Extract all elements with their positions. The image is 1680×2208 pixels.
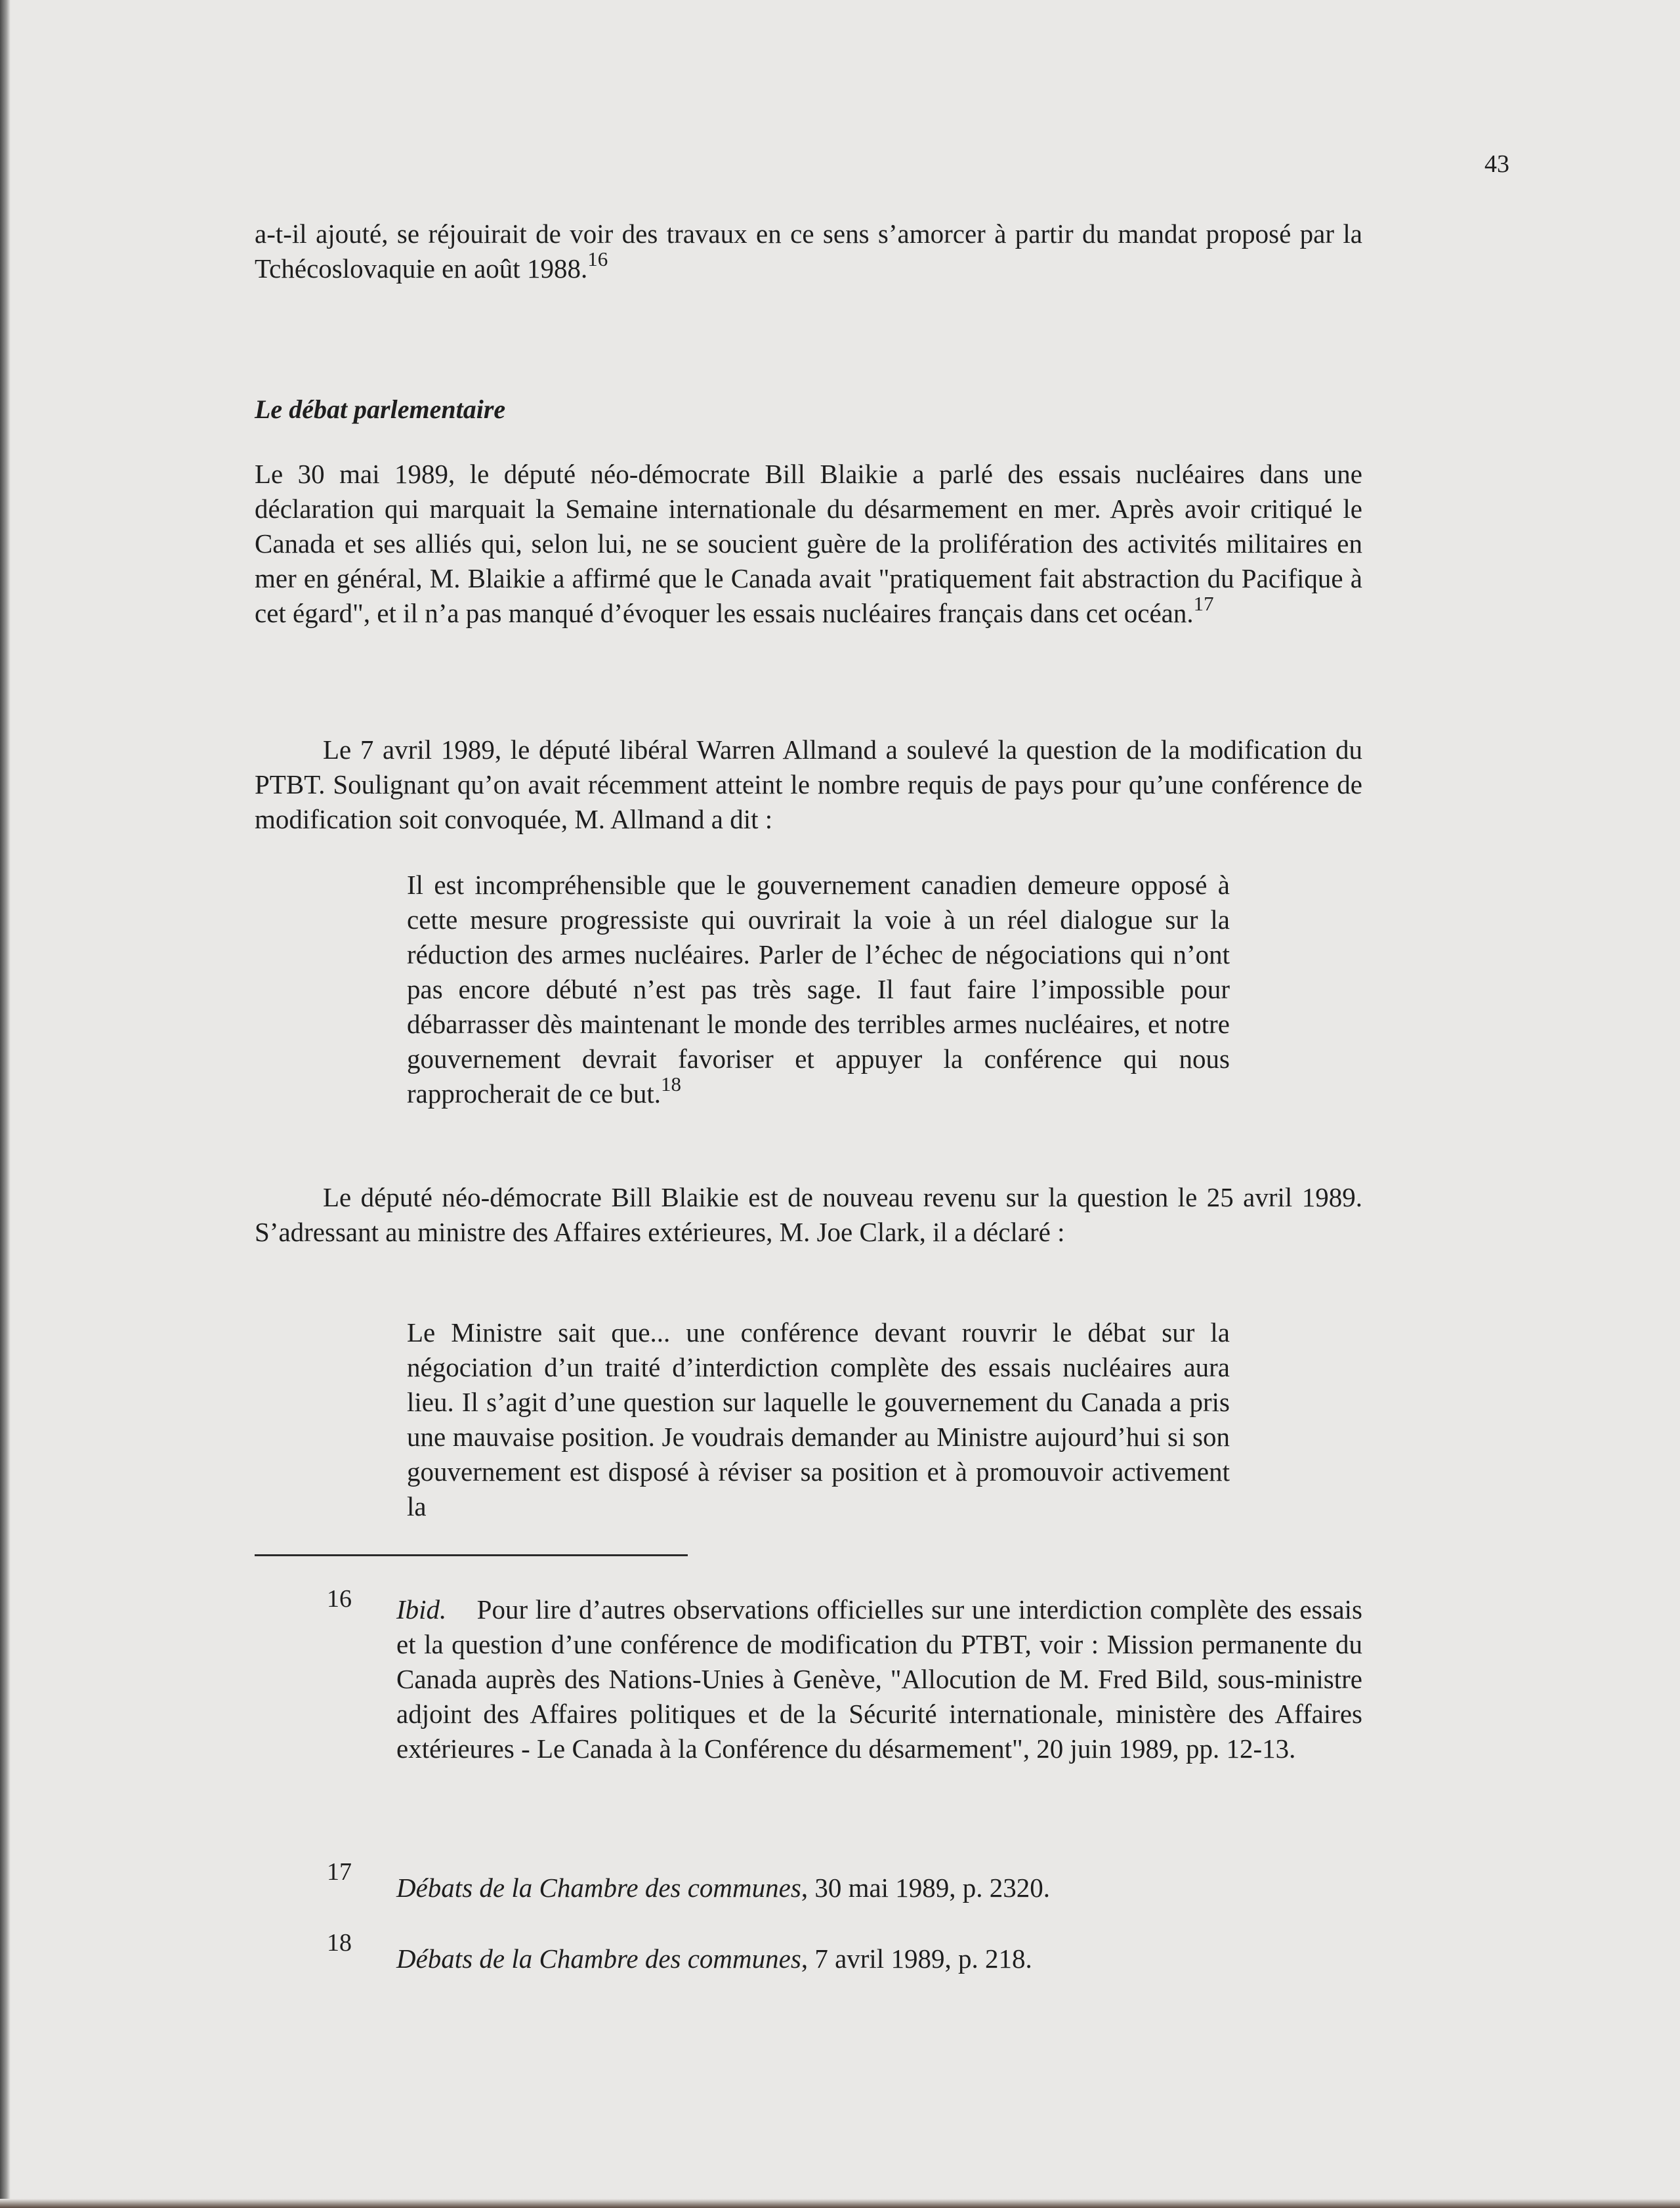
block-quote-1-text: Il est incompréhensible que le gouvernement canadien demeure opposé à cette mesure progressiste qui ouvrirait la voie à un réel dialogue sur la réduction des armes nucléaires. Parler de l’échec de négociations qui n’ont pas encore débuté n’est pas très sage. Il faut faire l’impossible pour débarrasser dès maintenant le monde des terribles armes nucléaires, et notre gouvernement devrait favoriser et appuyer la conférence qui nous rapprocherait de ce but. [407, 870, 1230, 1109]
block-quote-2: Le Ministre sait que... une conférence devant rouvrir le débat sur la négociation d’un traité d’interdiction complète des essais nucléaires aura lieu. Il s’agit d’une question sur laquelle le gouvernement du Canada a pris une mauvaise position. Je voudrais demander au Ministre aujourd’hui si son gouvernement est disposé à réviser sa position et à promouvoir activement la [407, 1317, 1230, 1521]
scan-bottom-edge [0, 2199, 1680, 2208]
footnote-16-lead: Ibid. [396, 1594, 447, 1624]
paragraph-intro-text: a-t-il ajouté, se réjouirait de voir des travaux en ce sens s’amorcer à partir du mandat proposé par la Tchécoslovaquie en août 1988. [255, 219, 1362, 284]
section-heading: Le débat parlementaire [255, 394, 506, 424]
footnote-17-text: , 30 mai 1989, p. 2320. [801, 1873, 1051, 1903]
footnote-17 [396, 1872, 1050, 1903]
footnote-18-text: , 7 avril 1989, p. 218. [801, 1943, 1032, 1974]
paragraph-3: Le député néo-démocrate Bill Blaikie est de nouveau revenu sur la question le 25 avril 1989. S’adressant au ministre des Affaires extérieures, M. Joe Clark, il a déclaré : [255, 1182, 1362, 1247]
footnote-number-16: 16 [327, 1585, 352, 1613]
scan-left-edge [0, 0, 10, 2208]
paragraph-1 [255, 457, 1362, 631]
footnote-ref-18: 18 [661, 1072, 682, 1095]
page-number: 43 [1484, 150, 1509, 178]
footnote-18-lead: Débats de la Chambre des communes [396, 1943, 801, 1974]
footnote-separator [255, 1554, 688, 1556]
footnote-17-lead: Débats de la Chambre des communes [396, 1873, 801, 1903]
footnote-number-18: 18 [327, 1929, 352, 1957]
footnote-18 [396, 1943, 1032, 1974]
block-quote-1 [407, 868, 1230, 1111]
paragraph-2: Le 7 avril 1989, le député libéral Warren Allmand a soulevé la question de la modification du PTBT. Soulignant qu’on avait récemment atteint le nombre requis de pays pour qu’une conférence de modification soit convoquée, M. Allmand a dit : [255, 734, 1362, 834]
paragraph-intro [255, 217, 1362, 286]
footnote-number-17: 17 [327, 1858, 352, 1886]
footnote-16 [396, 1592, 1362, 1766]
footnote-ref-17: 17 [1193, 592, 1214, 615]
paragraph-1-text: Le 30 mai 1989, le député néo-démocrate Bill Blaikie a parlé des essais nucléaires dans une déclaration qui marquait la Semaine internationale du désarmement en mer. Après avoir critiqué le Canada et ses alliés qui, selon lui, ne se soucient guère de la prolifération des activités militaires en mer en général, M. Blaikie a affirmé que le Canada avait "pratiquement fait abstraction du Pacifique à cet égard", et il n’a pas manqué d’évoquer les essais nucléaires français dans cet océan. [255, 459, 1362, 628]
footnote-16-text: Pour lire d’autres observations officielles sur une interdiction complète des essais et la question d’une conférence de modification du PTBT, voir : Mission permanente du Canada auprès des Nations-Unies à Genève, "Allocution de M. Fred Bild, sous-ministre adjoint des Affaires politiques et de la Sécurité internationale, ministère des Affaires extérieures - Le Canada à la Conférence du désarmement", 20 juin 1989, pp. 12-13. [396, 1594, 1362, 1764]
footnote-ref-16: 16 [587, 247, 608, 270]
